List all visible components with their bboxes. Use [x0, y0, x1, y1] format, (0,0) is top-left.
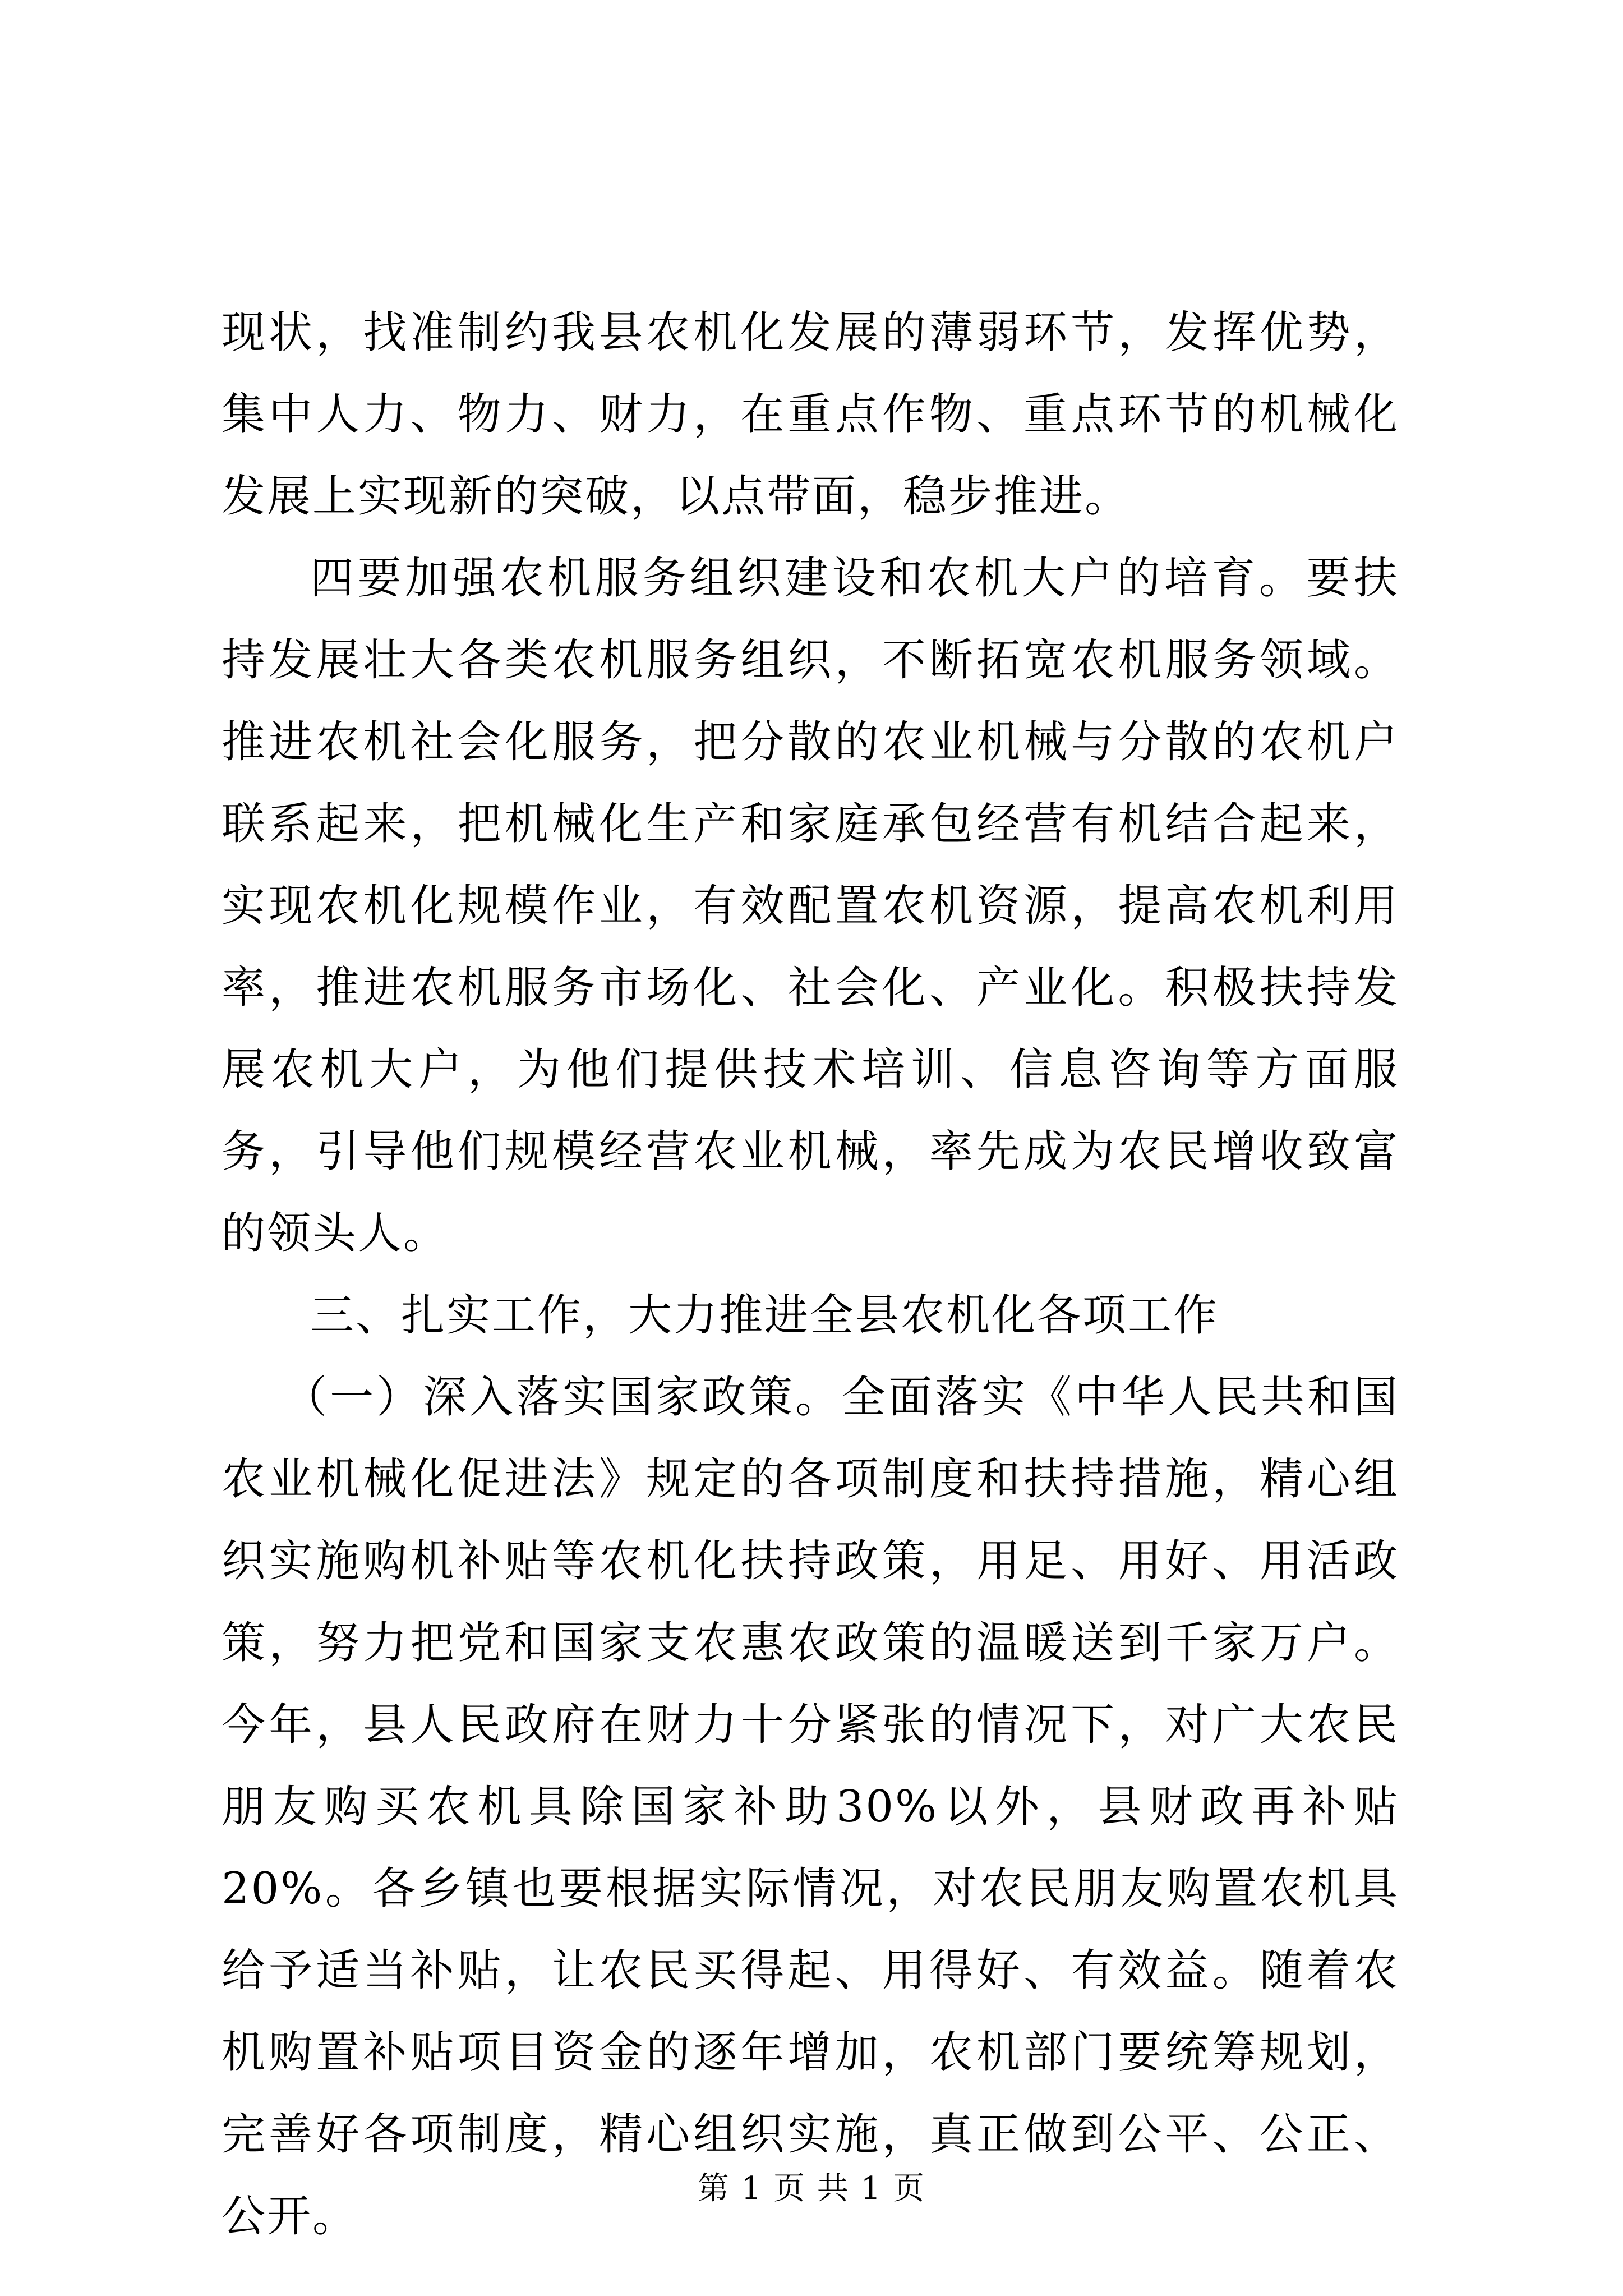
paragraph-1: 现状，找准制约我县农机化发展的薄弱环节，发挥优势，集中人力、物力、财力，在重点作物、重点环节的机械化发展上实现新的突破，以点带面，稳步推进。: [222, 307, 1399, 522]
section-heading-3: 三、扎实工作，大力推进全县农机化各项工作: [310, 1290, 1219, 1341]
page-footer: 第 1 页 共 1 页: [697, 2170, 926, 2207]
paragraph-2: 四要加强农机服务组织建设和农机大户的培育。要扶持发展壮大各类农机服务组织，不断拓宽农机服务领域。推进农机社会化服务，把分散的农业机械与分散的农机户联系起来，把机械化生产和家庭承包经营有机结合起来，实现农机化规模作业，有效配置农机资源，提高农机利用率，推进农机服务市场化、社会化、产业化。积极扶持发展农机大户，为他们提供技术培训、信息咨询等方面服务，引导他们规模经营农业机械，率先成为农民增收致富的领头人。: [222, 553, 1399, 1259]
paragraph-4: （一）深入落实国家政策。全面落实《中华人民共和国农业机械化促进法》规定的各项制度和扶持措施，精心组织实施购机补贴等农机化扶持政策，用足、用好、用活政策，努力把党和国家支农惠农政策的温暖送到千家万户。今年，县人民政府在财力十分紧张的情况下，对广大农民朋友购买农机具除国家补助30%以外，县财政再补贴20%。各乡镇也要根据实际情况，对农民朋友购置农机具给予适当补贴，让农民买得起、用得好、有效益。随着农机购置补贴项目资金的逐年增加，农机部门要统筹规划，完善好各项制度，精心组织实施，真正做到公平、公正、公开。: [222, 1372, 1399, 2242]
document-body: [222, 292, 1399, 2257]
